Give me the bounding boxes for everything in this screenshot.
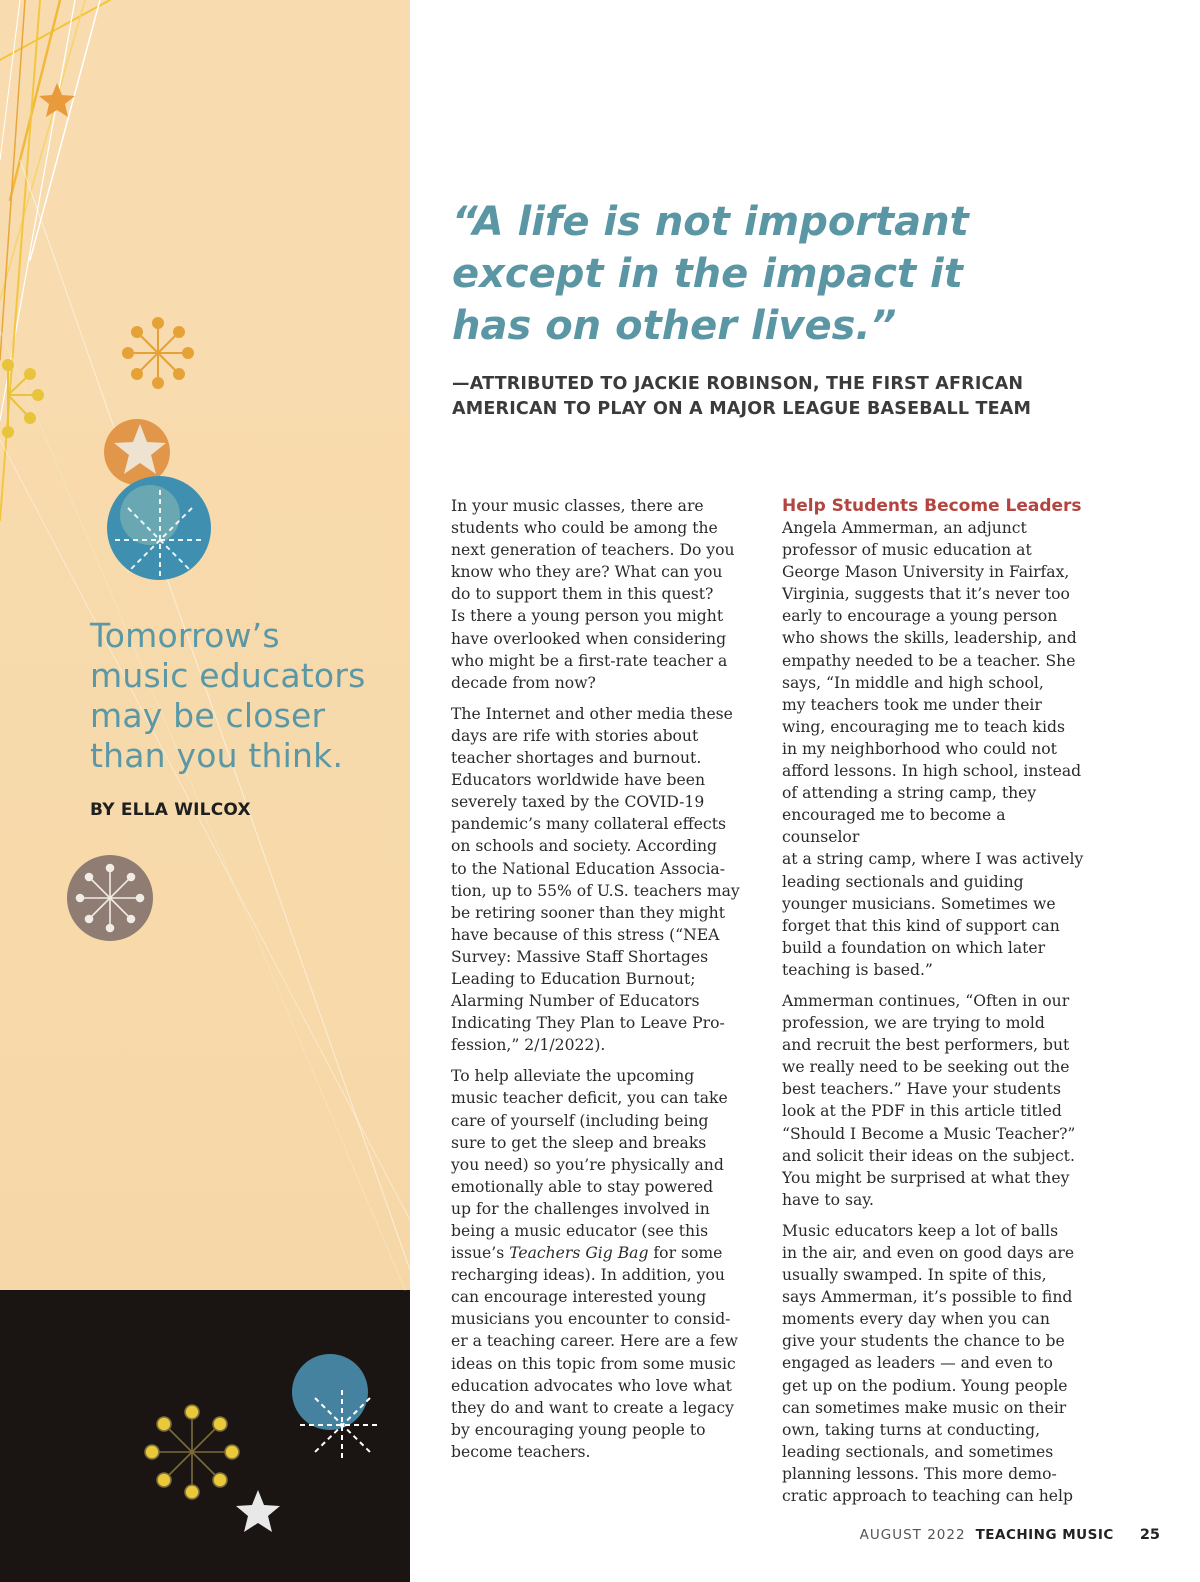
- body-paragraph: Ammerman continues, “Often in our profession, we are trying to mold and recruit the best performers, but we really need to be seeking out the best teachers.” Have your students look at the PDF in this article titled “Should I Become a Music Teacher?” and solicit their ideas on the subject. You might be surprised at what they have to say.: [782, 991, 1076, 1209]
- body-paragraph: The Internet and other media these days are rife with stories about teacher shortages and burnout. Educators worldwide have been severely taxed by the COVID-19 pandemic’s many collateral effects on schools and society. According to the National Education Associa- tion, up to 55% of U.S. teachers may be retiring sooner than they might have because of this stress (“NEA Survey: Massive Staff Shortages Leading to Education Burnout; Alarming Number of Educators Indicating They Plan to Leave Pro- fession,” 2/1/2022).: [451, 704, 740, 1055]
- headline-line: music educators: [90, 656, 366, 695]
- gold-burst-icon: [145, 1405, 239, 1499]
- decorative-artwork: [0, 0, 410, 1582]
- issue-date: AUGUST 2022: [859, 1527, 966, 1543]
- paragraph-text: To help alleviate the upcoming music teacher deficit, you can take care of yourself (including being sure to get the sleep and breaks you need) so you’re physically and emotionally able to stay powered up for the challenges involved in being a music educator (see this issue’s: [451, 1067, 728, 1263]
- illustration-panel: [0, 0, 410, 1582]
- section-subhead: Help Students Become Leaders: [782, 496, 1082, 516]
- feature-headline: [90, 616, 390, 776]
- page-number: 25: [1139, 1527, 1160, 1543]
- paragraph-text: for some recharging ideas). In addition, you can encourage interested young musicians you encounter to consid- er a teaching career. Here are a few ideas on this topic from some music education advocates who love what they do and want to create a legacy by encouraging young people to become teachers.: [451, 1244, 739, 1461]
- quote-line: except in the impact it: [452, 251, 963, 297]
- star-icon: [236, 1490, 280, 1532]
- body-paragraph: In your music classes, there are students who could be among the next generation of teachers. Do you know who they are? What can you do to support them in this quest? Is there a young person you might have overlooked when considering who might be a first-rate teacher a decade from now?: [451, 497, 735, 692]
- body-paragraph: Music educators keep a lot of balls in the air, and even on good days are usually swamped. In spite of this, says Ammerman, it’s possible to find moments every day when you can give your students the chance to be engaged as leaders — and even to get up on the podium. Young people can sometimes make music on their own, taking turns at conducting, leading sectionals, and sometimes planning lessons. This more demo- cratic approach to teaching can help: [782, 1221, 1075, 1506]
- byline: BY ELLA WILCOX: [90, 800, 251, 820]
- body-paragraph: Angela Ammerman, an adjunct professor of music education at George Mason University in Fairfax, Virginia, suggests that it’s never too early to encourage a young person who shows the skills, leadership, and empathy needed to be a teacher. She says, “In middle and high school, my teachers took me under their wing, encouraging me to teach kids in my neighborhood who could not afford lessons. In high school, instead of attending a string camp, they encouraged me to become a counselor at a string camp, where I was actively leading sectionals and guiding younger musicians. Sometimes we forget that this kind of support can build a foundation on which later teaching is based.”: [782, 519, 1084, 979]
- orange-burst-icon: [123, 318, 193, 388]
- pull-quote: [452, 196, 1152, 352]
- quote-attribution: [452, 372, 1152, 422]
- attribution-line: AMERICAN TO PLAY ON A MAJOR LEAGUE BASEBALL TEAM: [452, 399, 1032, 419]
- body-column-left: [451, 495, 751, 1472]
- quote-line: “A life is not important: [452, 199, 969, 245]
- yellow-burst-icon: [3, 360, 43, 437]
- headline-line: may be closer: [90, 696, 326, 735]
- blue-orb: [292, 1354, 368, 1430]
- body-paragraph: [451, 1065, 751, 1463]
- italic-title: Teachers Gig Bag: [509, 1244, 649, 1263]
- headline-line: than you think.: [90, 736, 344, 775]
- body-column-right: [782, 495, 1087, 1516]
- attribution-line: —ATTRIBUTED TO JACKIE ROBINSON, THE FIRST AFRICAN: [452, 374, 1024, 394]
- page-footer: [860, 1527, 1160, 1543]
- quote-line: has on other lives.”: [452, 303, 897, 349]
- magazine-name: TEACHING MUSIC: [975, 1527, 1114, 1543]
- headline-line: Tomorrow’s: [90, 616, 280, 655]
